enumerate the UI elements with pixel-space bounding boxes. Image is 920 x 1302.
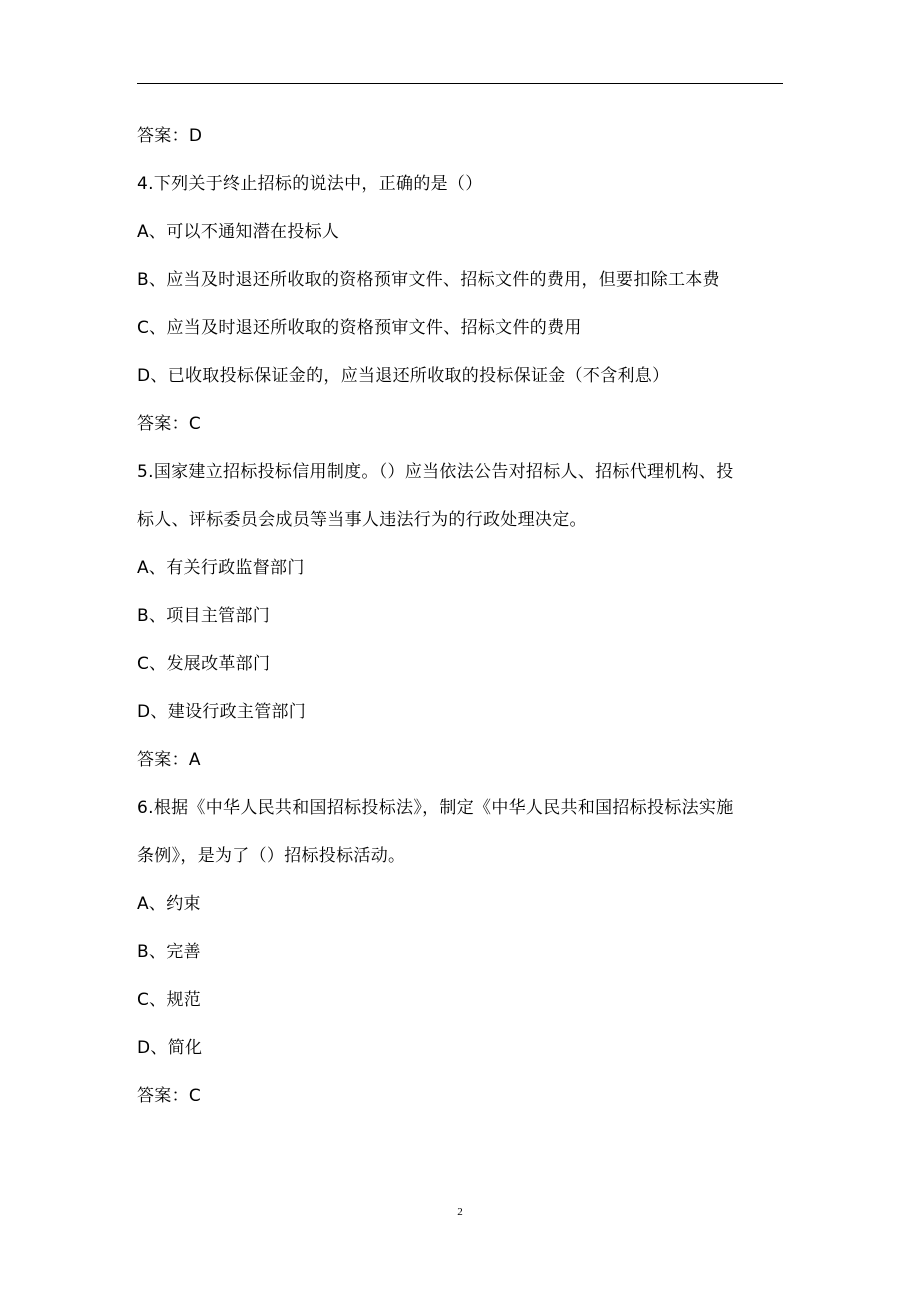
question-5-stem-line-1: 5.国家建立招标投标信用制度。（）应当依法公告对招标人、招标代理机构、投 <box>137 462 734 482</box>
answer-line-q5: 答案：A <box>137 750 201 770</box>
option-c-q5: C、发展改革部门 <box>137 654 271 674</box>
option-a-q6: A、约束 <box>137 894 201 914</box>
answer-line-q6: 答案：C <box>137 1086 202 1106</box>
option-b-q4: B、应当及时退还所收取的资格预审文件、招标文件的费用，但要扣除工本费 <box>137 270 720 290</box>
option-d-q4: D、已收取投标保证金的，应当退还所收取的投标保证金（不含利息） <box>137 366 670 386</box>
question-5-stem-line-2: 标人、评标委员会成员等当事人违法行为的行政处理决定。 <box>137 510 587 530</box>
question-4-stem: 4.下列关于终止招标的说法中，正确的是（） <box>137 174 483 194</box>
page-number: 2 <box>457 1206 463 1218</box>
header-rule <box>137 83 783 84</box>
option-d-q5: D、建设行政主管部门 <box>137 702 307 722</box>
answer-line-q3: 答案：D <box>137 126 203 146</box>
option-c-q4: C、应当及时退还所收取的资格预审文件、招标文件的费用 <box>137 318 582 338</box>
option-c-q6: C、规范 <box>137 990 202 1010</box>
document-body <box>137 112 783 1120</box>
option-d-q6: D、简化 <box>137 1038 203 1058</box>
option-b-q5: B、项目主管部门 <box>137 606 271 626</box>
answer-line-q4: 答案：C <box>137 414 202 434</box>
question-6-stem-line-2: 条例》，是为了（）招标投标活动。 <box>137 846 406 866</box>
option-a-q5: A、有关行政监督部门 <box>137 558 305 578</box>
question-6-stem-line-1: 6.根据《中华人民共和国招标投标法》，制定《中华人民共和国招标投标法实施 <box>137 798 734 818</box>
option-b-q6: B、完善 <box>137 942 201 962</box>
option-a-q4: A、可以不通知潜在投标人 <box>137 222 340 242</box>
